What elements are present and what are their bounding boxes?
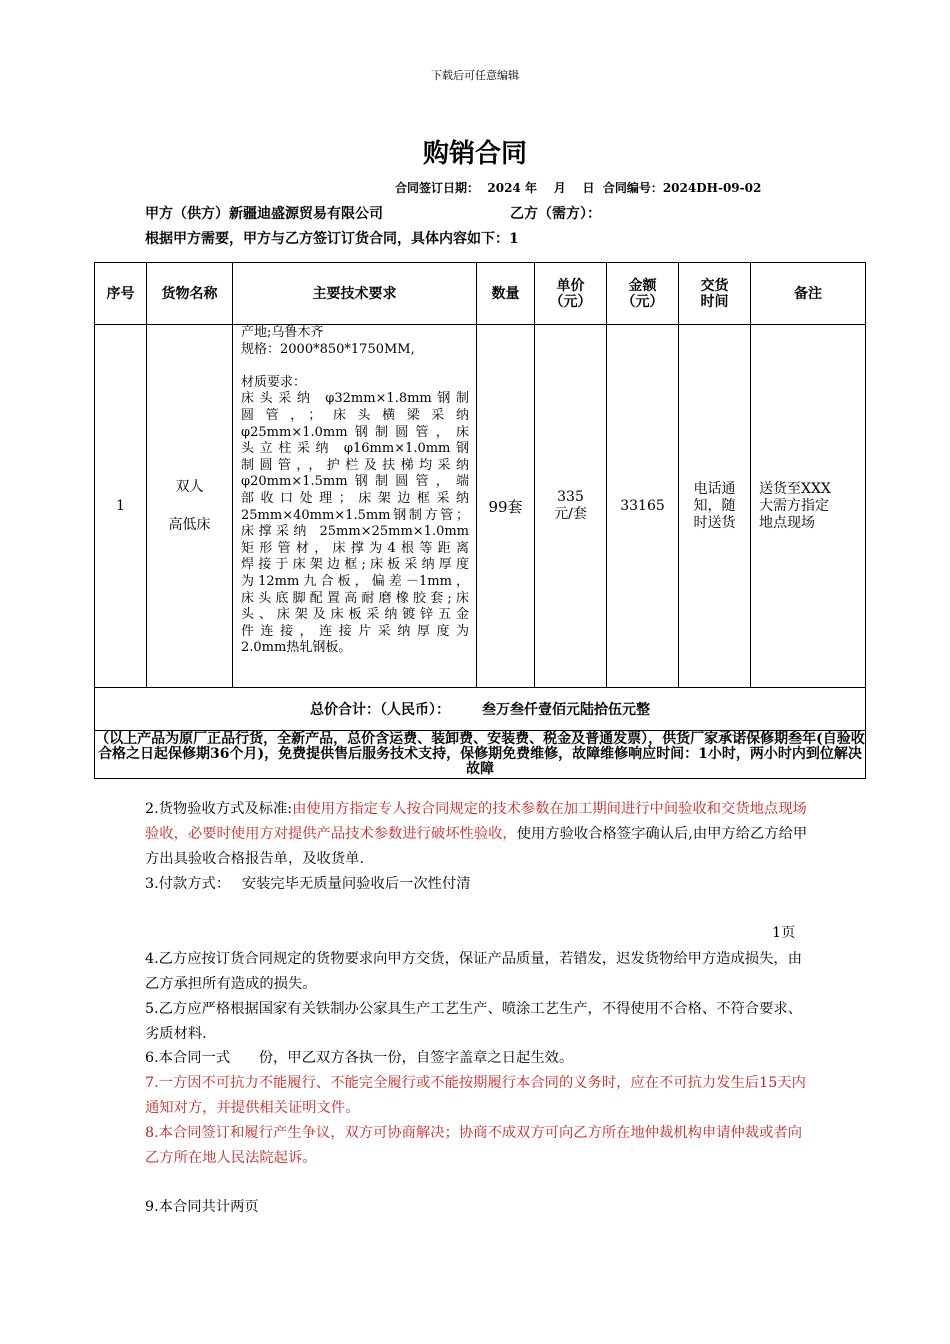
req-material-line: 焊接于床架边框;床板采纳厚度 (241, 557, 469, 573)
req-material-line: 部收口处理；床架边框采纳 (241, 490, 469, 506)
cell-delivery-l2: 知，随 (693, 497, 736, 514)
req-material-line: 头立柱采纳 φ16mm×1.0mm钢 (241, 441, 469, 457)
header-quantity: 数量 (477, 263, 535, 325)
header-no: 序号 (95, 263, 147, 325)
cell-unit-price (535, 325, 607, 688)
header-remark: 备注 (751, 263, 866, 325)
download-note: 下载后可任意编辑 (431, 69, 519, 82)
header-amount-l2: （元） (621, 293, 664, 310)
table-row (95, 325, 866, 688)
header-requirements: 主要技术要求 (233, 263, 477, 325)
req-material-line: 头、床架及床板采纳镀锌五金 (241, 607, 469, 623)
cell-unit-price-l2: 元/套 (554, 506, 587, 522)
cell-delivery-l3: 时送货 (693, 514, 736, 531)
req-material-line: 件连接，连接片采纳厚度为 (241, 623, 469, 639)
cell-unit-price-l1: 335 (557, 489, 584, 505)
total-label: 总价合计：（人民币）： (310, 702, 450, 718)
clause-6: 6.本合同一式 份，甲乙双方各执一份，自签字盖章之日起生效。 (145, 1050, 574, 1066)
date-label: 合同签订日期： (395, 181, 480, 195)
contract-no-label: 合同编号： (602, 181, 663, 195)
cell-remark-l3: 地点现场 (759, 514, 815, 531)
header-delivery-l1: 交货 (700, 277, 729, 294)
req-material-line: 为12mm九合板，偏差－1mm， (241, 573, 469, 589)
order-table (94, 262, 866, 779)
req-spec: 规格：2000*850*1750MM, (241, 341, 415, 357)
contract-title: 购销合同 (422, 139, 527, 169)
total-value: 叁万叁仟壹佰元陆拾伍元整 (482, 702, 650, 718)
req-material-last: 2.0mm热轧钢板。 (241, 640, 352, 656)
party-b: 乙方（需方）： (510, 206, 601, 222)
cell-name-l2: 高低床 (168, 517, 211, 533)
req-material-line: 床头底脚配置高耐磨橡胶套;床 (241, 590, 469, 606)
req-material-line: φ25mm×1.0mm钢制圆管，床 (241, 424, 469, 440)
cell-name (147, 325, 233, 688)
cell-requirements (233, 325, 477, 688)
req-material-line: 制圆管，，护栏及扶梯均采纳 (241, 457, 469, 473)
header-name: 货物名称 (147, 263, 233, 325)
header-unit-price (535, 263, 607, 325)
header-amount-l1: 金额 (628, 277, 657, 294)
header-unit-price-l2: （元） (549, 293, 592, 310)
cell-delivery-l1: 电话通 (693, 480, 736, 497)
clause-4: 4.乙方应按订货合同规定的货物要求向甲方交货，保证产品质量，若错发，迟发货物给甲方造成损失，由乙方承担所有造成的损失。 (145, 951, 802, 992)
intro-line: 根据甲方需要，甲方与乙方签订订货合同，具体内容如下：1 (145, 231, 519, 247)
req-material-line: 床撑采纳 25mm×25mm×1.0mm (241, 524, 469, 540)
sign-year: 2024 (487, 181, 521, 195)
contract-meta (395, 179, 761, 196)
note-cell: （以上产品为原厂正品行货，全新产品，总价含运费、装卸费、安装费、税金及普通发票），供货厂家承诺保修期叁年(自验收合格之日起保修期36个月)，免费提供售后服务技术支持，保修期免费维修，故障维修响应时间：1小时，两小时内到位解决故障 (95, 731, 865, 777)
month-unit: 月 (553, 181, 566, 195)
cell-remark-l2: 大需方指定 (759, 497, 829, 514)
header-delivery (679, 263, 751, 325)
header-unit-price-l1: 单价 (556, 277, 585, 294)
req-material-line: 矩形管材，床撑为4根等距离 (241, 540, 469, 556)
contract-no-value: 2024DH-09-02 (662, 181, 762, 195)
req-material-line: φ20mm×1.5mm钢制圆管，端 (241, 474, 469, 490)
year-unit: 年 (524, 181, 537, 195)
clause-2-rest: 使用方验收合格签字确认后,由甲方给乙方给甲方出具验收合格报告单，及收货单. (145, 826, 808, 867)
header-delivery-l2: 时间 (700, 293, 729, 310)
party-a: 甲方（供方）新疆迪盛源贸易有限公司 (145, 206, 383, 222)
total-row (95, 688, 866, 731)
cell-amount: 33165 (607, 325, 679, 688)
req-material-line: 床头采纳 φ32mm×1.8mm钢制 (241, 391, 469, 407)
req-material-label: 材质要求： (241, 374, 307, 390)
page-number: 1页 (772, 925, 796, 941)
cell-delivery (679, 325, 751, 688)
req-origin: 产地;乌鲁木齐 (241, 325, 324, 340)
req-material-lines (241, 391, 469, 640)
clause-2 (145, 797, 810, 872)
clause-2-prefix: 2.货物验收方式及标准: (145, 801, 293, 817)
clause-2-red: 由使用方指定专人按合同规定的技术参数在加工期间进行中间验收和交货地点现场验收，必要时使用方对提供产品技术参数进行破坏性验收， (145, 801, 807, 842)
total-cell (95, 688, 866, 731)
clause-8: 8.本合同签订和履行产生争议，双方可协商解决；协商不成双方可向乙方所在地仲裁机构申请仲裁或者向乙方所在地人民法院起诉。 (145, 1125, 802, 1166)
cell-quantity: 99套 (477, 325, 535, 688)
req-material-line: 25mm×40mm×1.5mm钢制方管； (241, 507, 469, 523)
clause-3: 3.付款方式： 安装完毕无质量问验收后一次性付清 (145, 876, 471, 892)
cell-name-l1: 双人 (175, 479, 204, 495)
header-amount (607, 263, 679, 325)
cell-remark-l1: 送货至XXX (759, 480, 831, 497)
day-unit: 日 (582, 181, 595, 195)
cell-no: 1 (95, 325, 147, 688)
cell-remark (751, 325, 866, 688)
table-header-row (95, 263, 866, 325)
clause-7: 7.一方因不可抗力不能履行、不能完全履行或不能按期履行本合同的义务时，应在不可抗力发生后15天内通知对方，并提供相关证明文件。 (145, 1075, 806, 1116)
note-row (95, 731, 866, 779)
clause-5: 5.乙方应严格根据国家有关铁制办公家具生产工艺生产、喷涂工艺生产，不得使用不合格、不符合要求、劣质材料. (145, 1001, 802, 1042)
clause-9: 9.本合同共计两页 (145, 1199, 259, 1215)
req-material-line: 圆管，；床头横梁采纳 (241, 407, 469, 423)
